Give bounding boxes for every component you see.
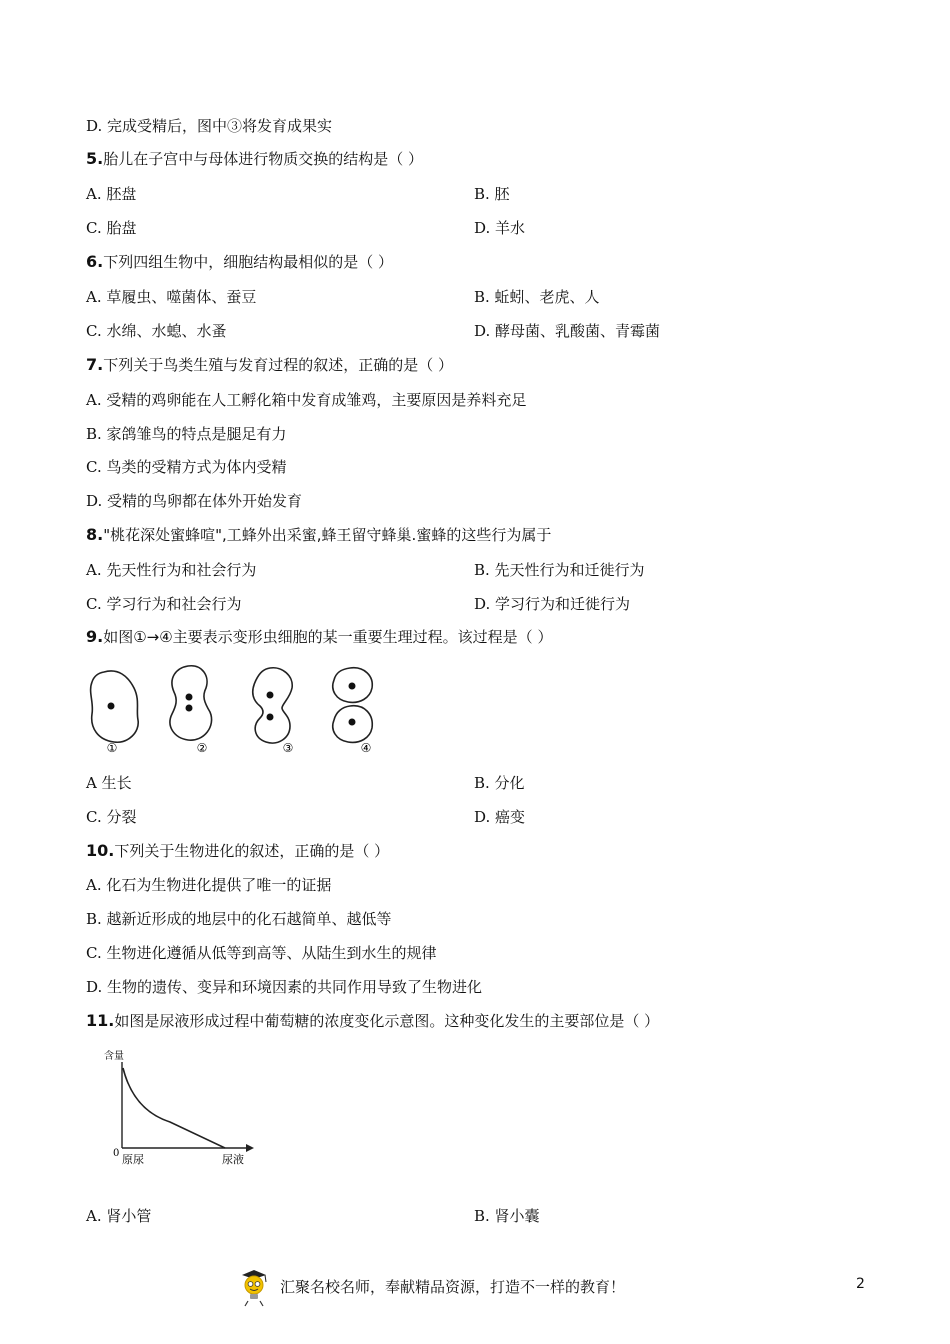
x-axis-arrow [246, 1144, 254, 1152]
q5-text: 胎儿在子宫中与母体进行物质交换的结构是（ ） [103, 150, 423, 168]
q7-option-d: D. 受精的鸟卵都在体外开始发育 [86, 492, 303, 510]
q7-option-b: B. 家鸽雏鸟的特点是腿足有力 [86, 425, 287, 443]
q5-option-a: A. 胚盘 [86, 185, 137, 203]
lightbulb-mascot-icon [236, 1268, 270, 1308]
q8-option-d: D. 学习行为和迁徙行为 [474, 595, 631, 613]
q10-text: 下列关于生物进化的叙述，正确的是（ ） [114, 842, 390, 860]
q5-option-c: C. 胎盘 [86, 219, 137, 237]
q9-option-c: C. 分裂 [86, 808, 137, 826]
q10-option-b: B. 越新近形成的地层中的化石越简单、越低等 [86, 910, 392, 928]
figure9-label-1: ① [106, 741, 118, 755]
q8-number: 8. [86, 525, 104, 544]
q11-option-a: A. 肾小管 [86, 1207, 152, 1225]
q9-number: 9. [86, 627, 104, 646]
glucose-curve [123, 1068, 225, 1148]
q10-option-d: D. 生物的遗传、变异和环境因素的共同作用导致了生物进化 [86, 978, 483, 996]
q6-option-b: B. 蚯蚓、老虎、人 [474, 288, 600, 306]
q10-number: 10. [86, 841, 115, 860]
q7-number: 7. [86, 355, 104, 374]
figure11-ylabel: 含量 [104, 1051, 124, 1062]
q6-text: 下列四组生物中，细胞结构最相似的是（ ） [103, 253, 393, 271]
q5-number: 5. [86, 149, 104, 168]
cell-2 [170, 666, 212, 740]
figure9-label-3: ③ [282, 741, 294, 755]
q5-stem [86, 149, 423, 169]
q6-stem [86, 252, 393, 272]
figure9-label-4: ④ [360, 741, 372, 755]
q6-number: 6. [86, 252, 104, 271]
q7-text: 下列关于鸟类生殖与发育过程的叙述，正确的是（ ） [103, 356, 453, 374]
q6-option-a: A. 草履虫、噬菌体、蚕豆 [86, 288, 257, 306]
figure9-label-2: ② [196, 741, 208, 755]
cell-3 [253, 668, 292, 743]
q8-option-b: B. 先天性行为和迁徙行为 [474, 561, 645, 579]
glucose-curve-figure [100, 1046, 260, 1170]
q9-stem [86, 627, 552, 647]
q6-option-c: C. 水绵、水螅、水蚤 [86, 322, 227, 340]
q5-option-d: D. 羊水 [474, 219, 526, 237]
q11-stem [86, 1011, 659, 1031]
q7-option-a: A. 受精的鸡卵能在人工孵化箱中发育成雏鸡，主要原因是养料充足 [86, 391, 527, 409]
q8-option-a: A. 先天性行为和社会行为 [86, 561, 257, 579]
page-number: 2 [856, 1276, 865, 1292]
q6-option-d: D. 酵母菌、乳酸菌、青霉菌 [474, 322, 661, 340]
q4-option-d: D. 完成受精后，图中③将发育成果实 [86, 117, 333, 135]
q10-stem [86, 841, 389, 861]
q7-stem [86, 355, 453, 375]
q11-option-b: B. 肾小囊 [474, 1207, 540, 1225]
cell-4-bottom-nucleus [349, 719, 356, 726]
q11-text: 如图是尿液形成过程中葡萄糖的浓度变化示意图。这种变化发生的主要部位是（ ） [114, 1012, 660, 1030]
cell-2-nucleus-bottom [186, 705, 193, 712]
q10-option-c: C. 生物进化遵循从低等到高等、从陆生到水生的规律 [86, 944, 437, 962]
q8-text: "桃花深处蜜蜂喧",工蜂外出采蜜,蜂王留守蜂巢.蜜蜂的这些行为属于 [103, 526, 552, 544]
q8-option-c: C. 学习行为和社会行为 [86, 595, 242, 613]
q9-option-d: D. 癌变 [474, 808, 526, 826]
figure11-origin: 0 [113, 1148, 120, 1159]
cell-2-nucleus-top [186, 694, 193, 701]
q9-option-a: A 生长 [86, 774, 132, 792]
amoeba-division-figure [84, 662, 394, 756]
cell-3-nucleus-bottom [267, 714, 274, 721]
q7-option-c: C. 鸟类的受精方式为体内受精 [86, 458, 287, 476]
figure11-x-end: 尿液 [222, 1153, 244, 1166]
q9-text: 如图①→④主要表示变形虫细胞的某一重要生理过程。该过程是（ ） [103, 628, 553, 646]
q5-option-b: B. 胚 [474, 185, 510, 203]
cell-1-nucleus [108, 703, 115, 710]
cell-3-nucleus-top [267, 692, 274, 699]
q8-stem [86, 525, 551, 545]
page-footer [0, 1268, 950, 1308]
q11-number: 11. [86, 1011, 115, 1030]
q10-option-a: A. 化石为生物进化提供了唯一的证据 [86, 876, 332, 894]
cell-4-top-nucleus [349, 683, 356, 690]
footer-slogan: 汇聚名校名师，奉献精品资源，打造不一样的教育！ [280, 1278, 626, 1296]
figure11-x-start: 原尿 [122, 1153, 144, 1166]
q9-option-b: B. 分化 [474, 774, 525, 792]
